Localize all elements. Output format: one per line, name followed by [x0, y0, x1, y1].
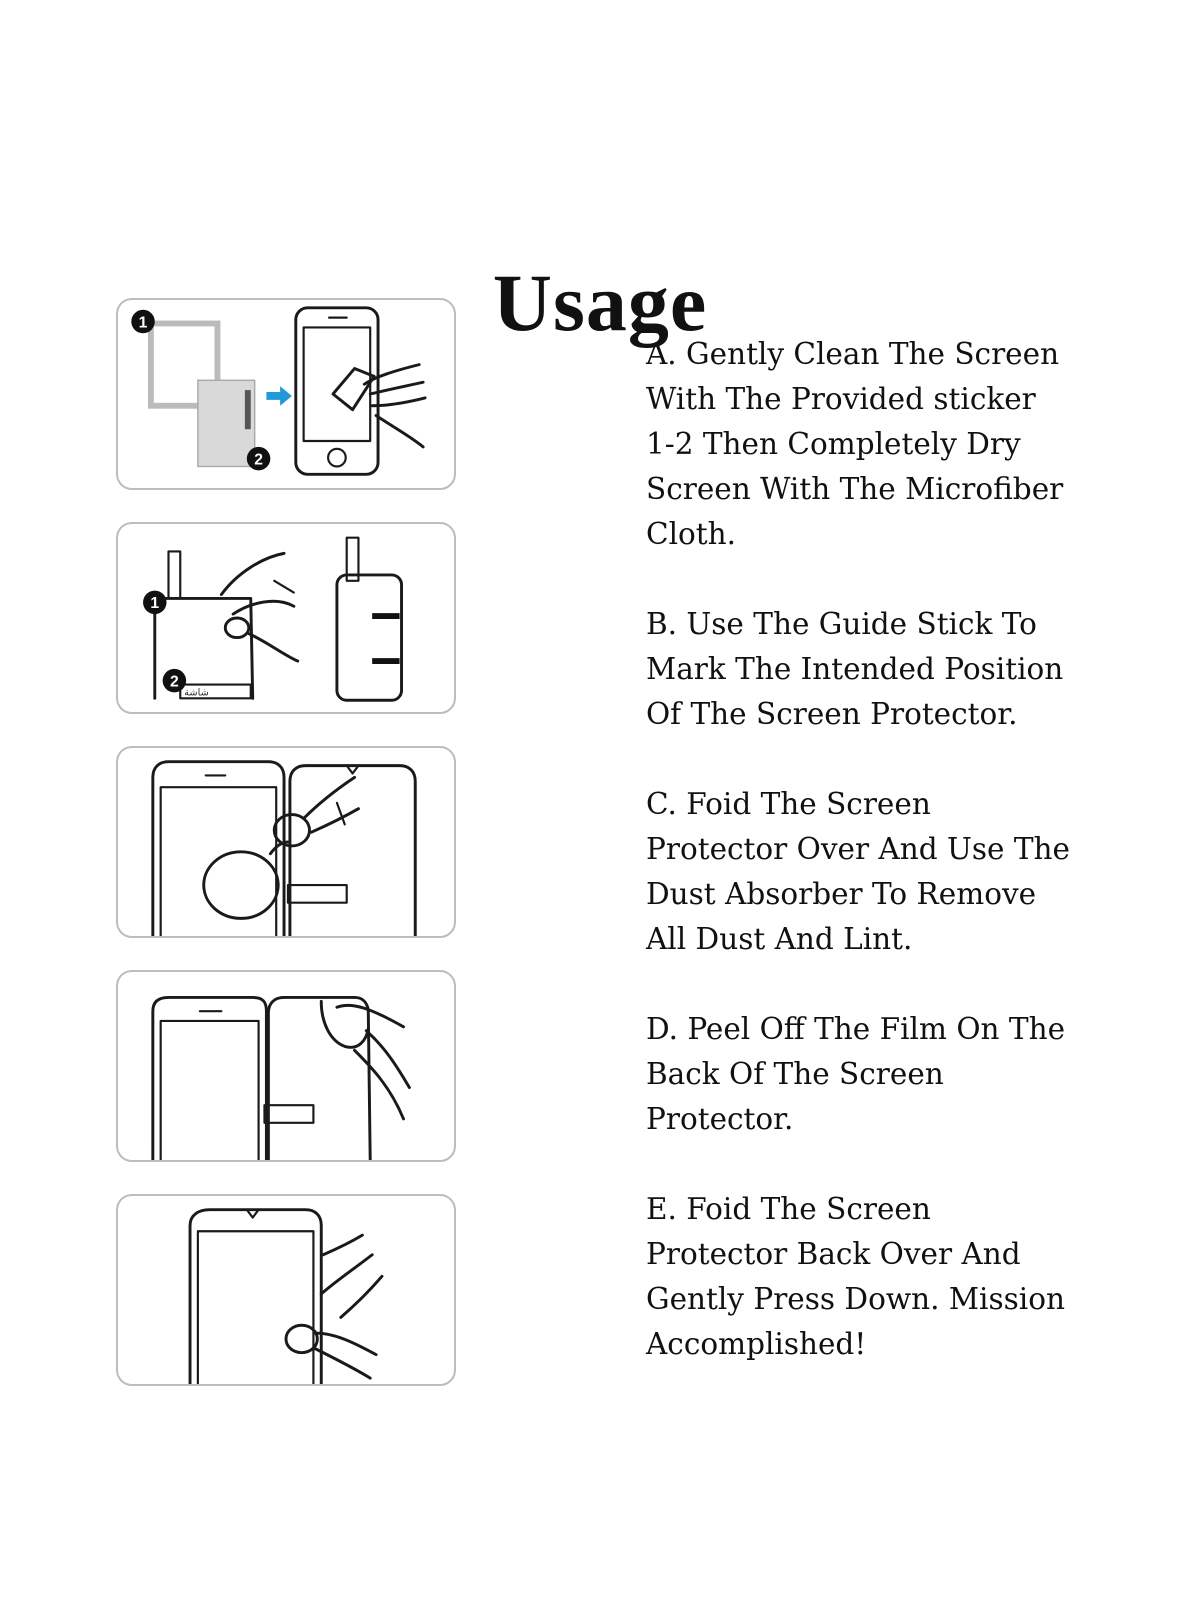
- wet-wipe-icon: [151, 324, 255, 467]
- step-a-illustration: [116, 298, 456, 490]
- guided-phone-icon: [337, 538, 402, 701]
- marker-2: [163, 669, 187, 693]
- step-b-text: B. Use The Guide Stick To Mark The Intended Position Of The Screen Protector.: [646, 607, 1064, 731]
- svg-text:ﺷﺎﺷﺔ: ﺷﺎﺷﺔ: [184, 687, 209, 699]
- page-title: Usage: [492, 256, 708, 348]
- phone-open-icon: [153, 762, 415, 936]
- step-d-text: D. Peel Off The Film On The Back Of The Screen Protector.: [646, 1012, 1066, 1136]
- svg-text:1: 1: [138, 314, 148, 332]
- step-c-illustration: [116, 746, 456, 938]
- phone-front-icon: [190, 1210, 321, 1384]
- step-d-illustration: [116, 970, 456, 1162]
- step-e-text: E. Foid The Screen Protector Back Over And Gently Press Down. Mission Accomplished!: [646, 1192, 1065, 1361]
- svg-text:2: 2: [254, 451, 263, 469]
- hand-pinching-icon: [221, 553, 297, 661]
- phone-open-icon: [153, 997, 370, 1160]
- marker-1: [143, 591, 167, 615]
- step-e-illustration: [116, 1194, 456, 1386]
- marker-1: [131, 310, 155, 334]
- arrow-right-icon: [266, 386, 291, 406]
- marker-2: [247, 447, 270, 471]
- step-b-illustration: [116, 522, 456, 714]
- svg-text:1: 1: [150, 595, 160, 613]
- step-a-text: A. Gently Clean The Screen With The Provided sticker 1-2 Then Completely Dry Screen With The Microfiber Cloth.: [646, 337, 1064, 551]
- hand-pressing-icon: [286, 1235, 382, 1378]
- step-c-text: C. Foid The Screen Protector Over And Use The Dust Absorber To Remove All Dust And Lint.: [646, 787, 1070, 956]
- svg-text:2: 2: [170, 673, 179, 691]
- hand-peeling-icon: [321, 1001, 409, 1119]
